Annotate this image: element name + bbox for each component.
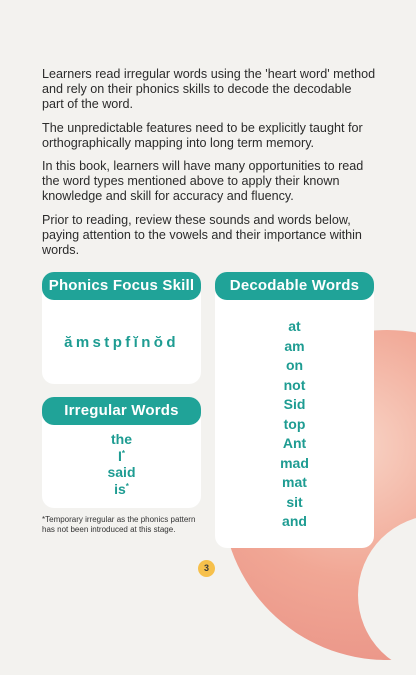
irregular-word: is* bbox=[114, 480, 129, 497]
decodable-word: mad bbox=[280, 454, 309, 471]
decodable-word: Ant bbox=[282, 435, 307, 451]
irregular-footnote: *Temporary irregular as the phonics pattern has not been introduced at this stage. bbox=[42, 515, 196, 534]
decodable-word: not bbox=[283, 376, 306, 393]
irregular-word: I* bbox=[117, 447, 125, 464]
intro-paragraph: Learners read irregular words using the 'heart word' method and rely on their phonics skills to decode the decodable part of the word. bbox=[42, 67, 376, 112]
decodable-word: and bbox=[282, 513, 307, 529]
decodable-word: at bbox=[288, 318, 301, 334]
page-number: 3 bbox=[198, 560, 215, 577]
phonics-focus-heading: Phonics Focus Skill bbox=[42, 272, 201, 300]
decodable-word: am bbox=[284, 337, 305, 354]
intro-text bbox=[42, 67, 376, 266]
intro-paragraph: The unpredictable features need to be explicitly taught for orthographically mapping into long term memory. bbox=[42, 120, 363, 150]
irregular-words-heading: Irregular Words bbox=[42, 397, 201, 425]
decodable-word: mat bbox=[282, 474, 307, 490]
intro-paragraph: Prior to reading, review these sounds and words below, paying attention to the vowels and their importance within words. bbox=[42, 212, 362, 258]
irregular-word-list bbox=[42, 431, 201, 497]
decodable-word: top bbox=[283, 415, 306, 432]
irregular-word: said bbox=[107, 464, 136, 480]
irregular-word: the bbox=[111, 431, 132, 447]
decodable-words-heading: Decodable Words bbox=[215, 272, 374, 300]
intro-paragraph: In this book, learners will have many opportunities to read the word types mentioned above to apply their known knowledge and skill for accuracy and fluency. bbox=[42, 159, 364, 204]
decodable-word-list bbox=[215, 317, 374, 532]
decodable-word: sit bbox=[286, 493, 303, 510]
phonics-sounds: ămstpfĭnŏd bbox=[64, 334, 179, 351]
decodable-word: Sid bbox=[283, 396, 306, 412]
decodable-word: on bbox=[285, 357, 304, 373]
